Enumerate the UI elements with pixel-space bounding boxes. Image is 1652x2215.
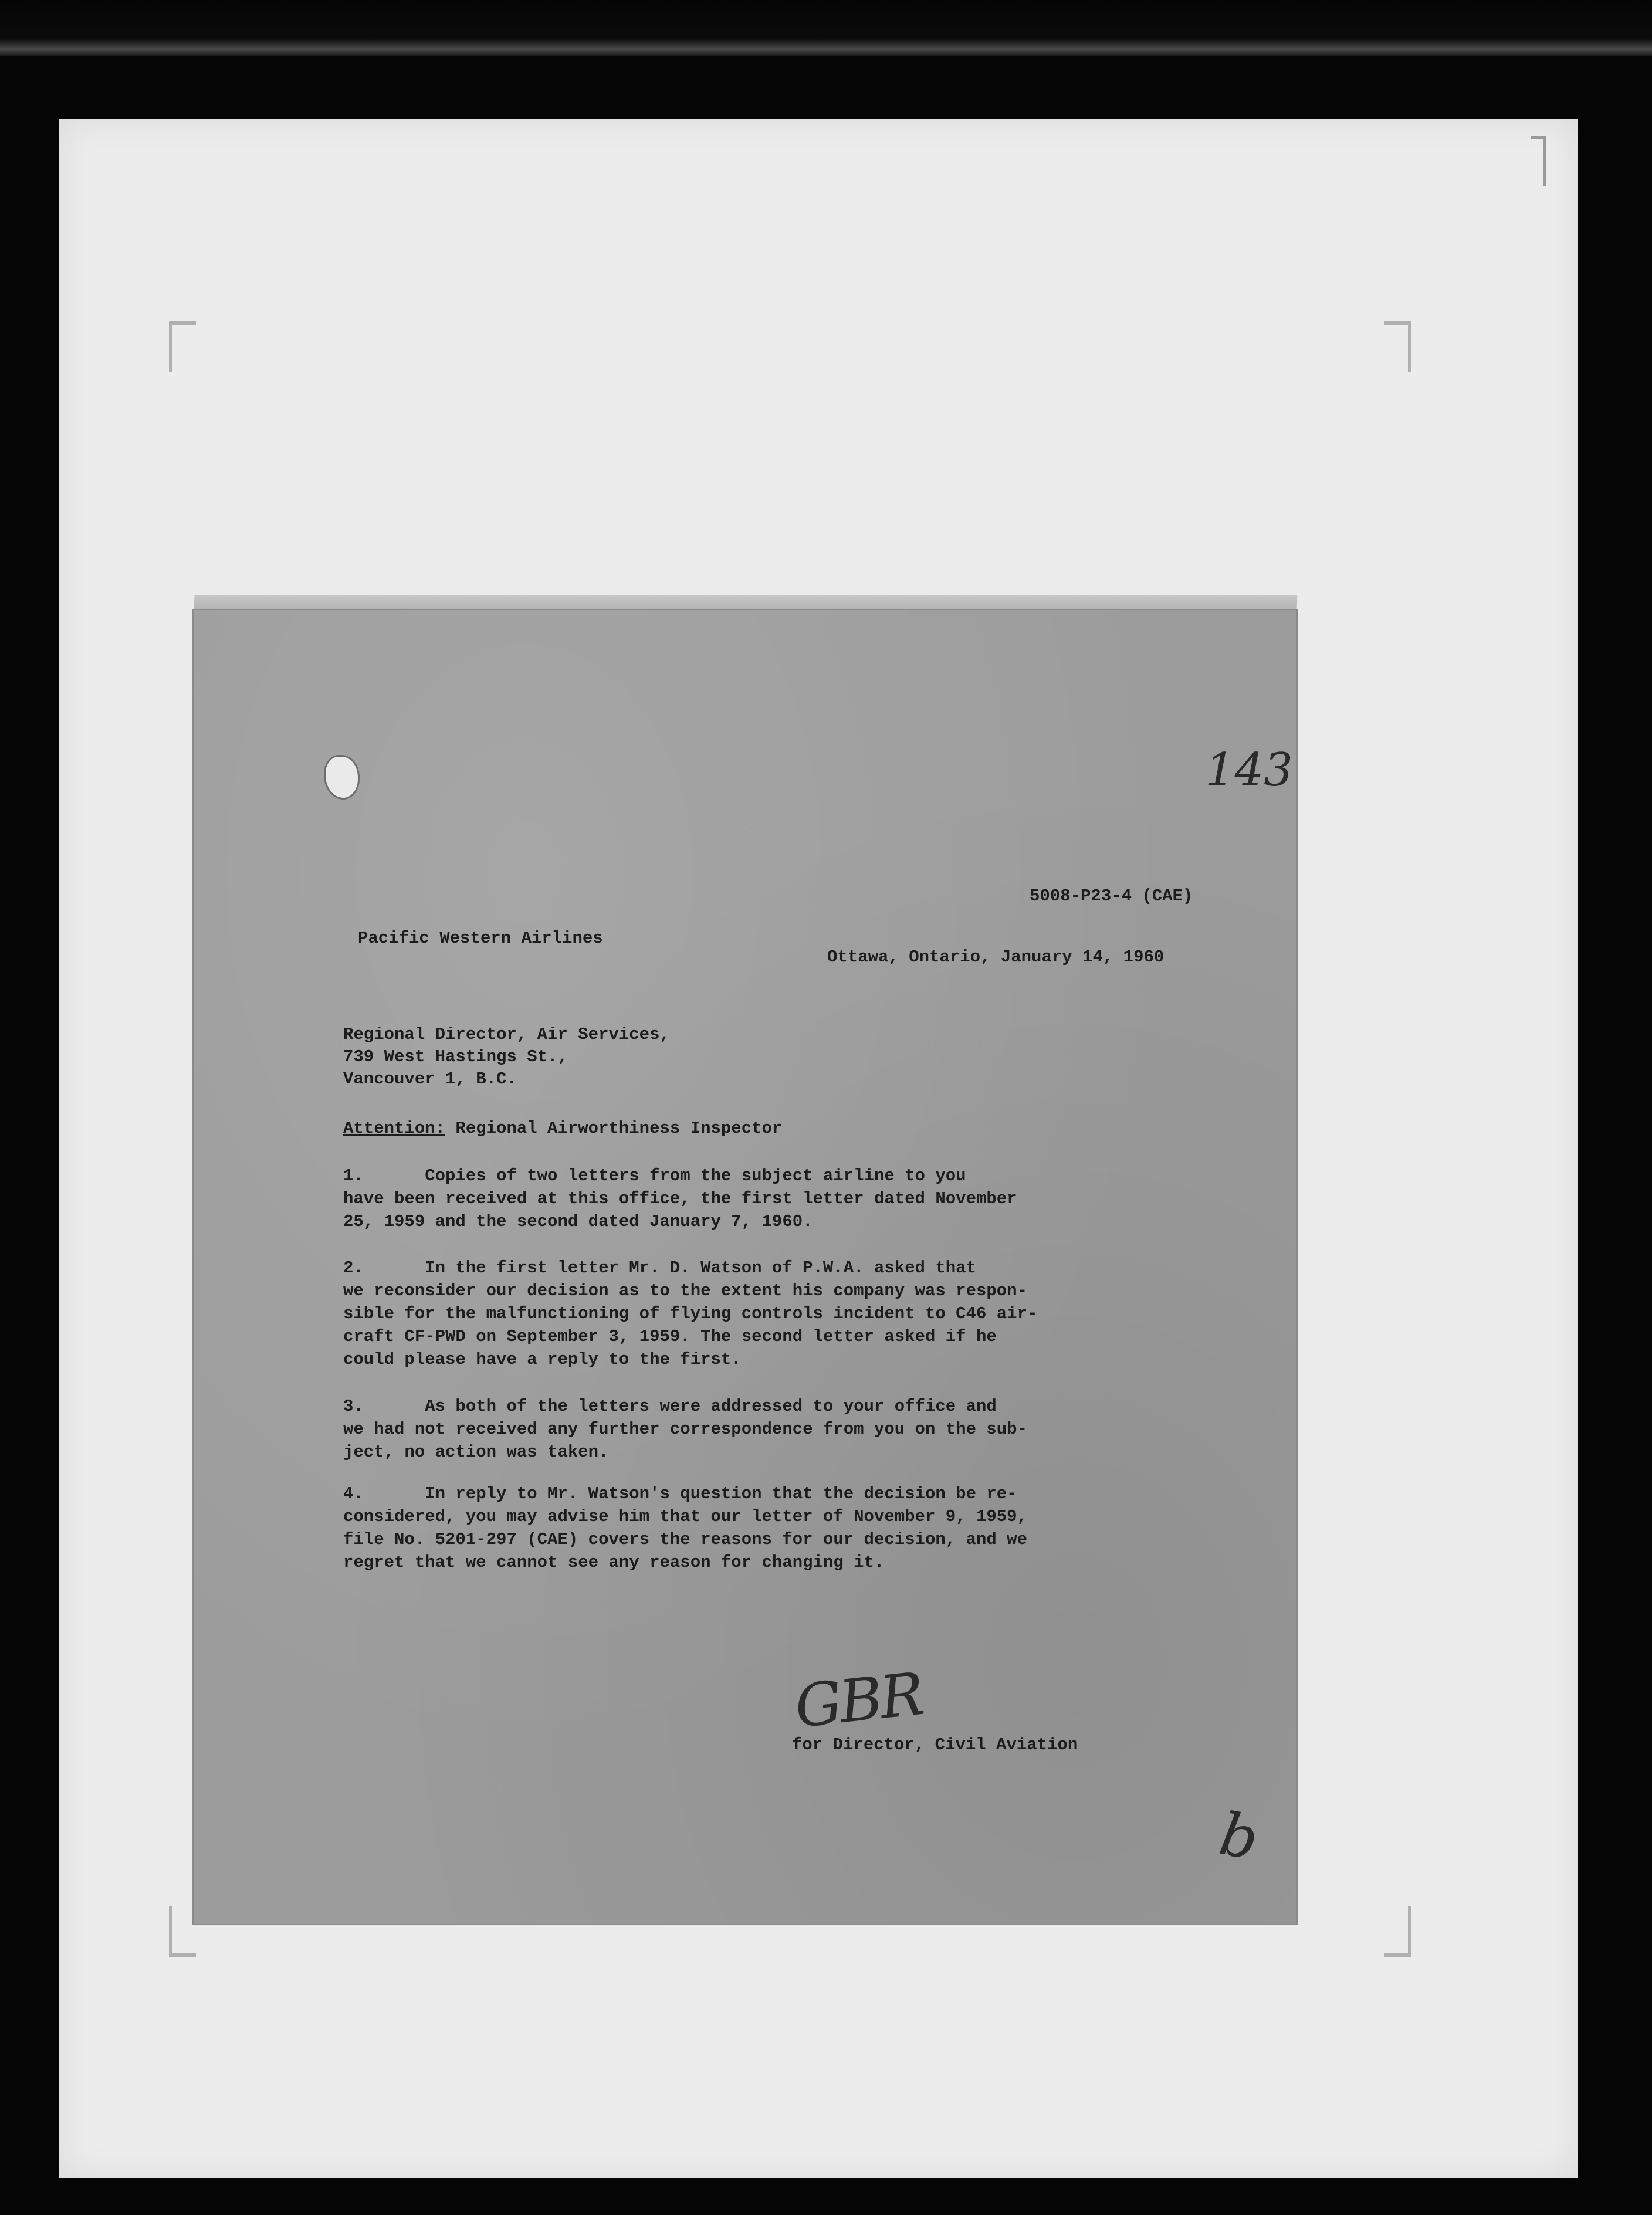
signature-line: for Director, Civil Aviation bbox=[792, 1735, 1078, 1755]
crop-mark-top-left bbox=[169, 321, 196, 372]
subject-company: Pacific Western Airlines bbox=[358, 929, 603, 948]
paragraph-1: 1. Copies of two letters from the subject airline to you have been received at this office, the first letter dated November 25, 1959 and the second dated January 7, 1960. bbox=[343, 1166, 1017, 1231]
recipient-address bbox=[343, 1024, 670, 1090]
paragraph-4: 4. In reply to Mr. Watson's question that the decision be re- considered, you may advise him that our letter of November 9, 1959, file No. 5201-297 (CAE) covers the reasons for our decision, and we regret that we cannot see any reason for changing it. bbox=[343, 1484, 1027, 1572]
paragraph-3: 3. As both of the letters were addressed to your office and we had not received any further correspondence from you on the sub- ject, no action was taken. bbox=[343, 1397, 1027, 1462]
place-and-date: Ottawa, Ontario, January 14, 1960 bbox=[827, 947, 1164, 967]
film-edge bbox=[0, 0, 1652, 56]
signature-initials: GBR bbox=[791, 1659, 926, 1742]
address-line: Vancouver 1, B.C. bbox=[343, 1069, 517, 1089]
crop-mark-bottom-left bbox=[169, 1906, 196, 1957]
crop-mark-bottom-right bbox=[1384, 1906, 1411, 1957]
crop-mark-top-right bbox=[1384, 321, 1411, 372]
handwritten-corner-mark: b bbox=[1214, 1799, 1264, 1874]
paragraph-2: 2. In the first letter Mr. D. Watson of P.W.A. asked that we reconsider our decision as to the extent his company was respon- sible for the malfunctioning of flying controls incident to C46 air- craft CF-PWD on September 3, 1959. The second letter asked if he could please have a reply to the first. bbox=[343, 1258, 1038, 1369]
file-number: 5008-P23-4 (CAE) bbox=[1030, 886, 1193, 906]
address-line: 739 West Hastings St., bbox=[343, 1047, 568, 1066]
address-line: Regional Director, Air Services, bbox=[343, 1025, 670, 1044]
handwritten-page-number: 143 bbox=[1206, 744, 1293, 797]
attention-label: Attention: bbox=[343, 1119, 446, 1138]
crop-mark-edge bbox=[1531, 136, 1546, 186]
attention-line bbox=[343, 1117, 782, 1140]
attention-value: Regional Airworthiness Inspector bbox=[445, 1119, 783, 1138]
